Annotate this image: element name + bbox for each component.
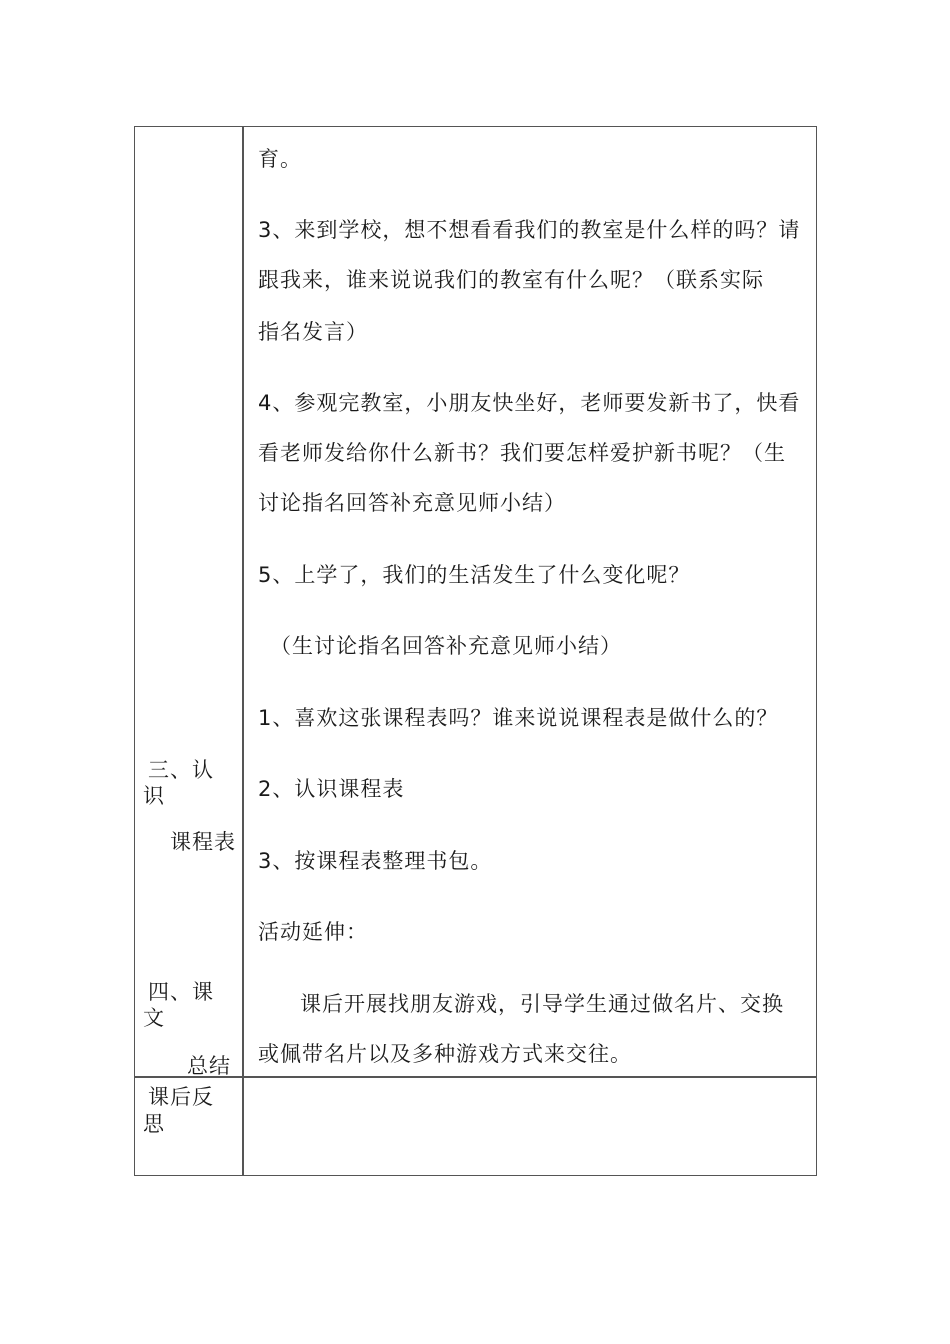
content-line: 指名发言） xyxy=(258,320,368,344)
content-line: 3、来到学校，想不想看看我们的教室是什么样的吗？请 xyxy=(258,218,801,242)
content-line: 跟我来，谁来说说我们的教室有什么呢？（联系实际 xyxy=(258,268,764,292)
content-line: （生讨论指名回答补充意见师小结） xyxy=(270,634,622,658)
content-line: 看老师发给你什么新书？我们要怎样爱护新书呢？（生 xyxy=(258,441,786,465)
content-line: 2、认识课程表 xyxy=(258,777,405,801)
content-line: 课后开展找朋友游戏，引导学生通过做名片、交换 xyxy=(300,992,784,1016)
section3-label: 三、认 xyxy=(148,758,214,782)
row-divider xyxy=(135,1076,816,1078)
content-line: 1、喜欢这张课程表吗？谁来说说课程表是做什么的？ xyxy=(258,706,779,730)
content-line: 或佩带名片以及多种游戏方式来交往。 xyxy=(258,1042,632,1066)
section3-label-sub: 课程表 xyxy=(170,830,236,854)
reflection-label-cont: 思 xyxy=(143,1112,165,1136)
content-line: 活动延伸： xyxy=(258,920,368,944)
reflection-label: 课后反 xyxy=(148,1085,214,1109)
content-line: 4、参观完教室，小朋友快坐好，老师要发新书了，快看 xyxy=(258,391,801,415)
column-divider xyxy=(242,127,244,1175)
content-line: 3、按课程表整理书包。 xyxy=(258,849,493,873)
content-line: 育。 xyxy=(258,147,302,171)
section4-label-sub: 总结 xyxy=(187,1054,231,1078)
section3-label-cont: 识 xyxy=(143,784,165,808)
section4-label: 四、课 xyxy=(148,980,214,1004)
section4-label-cont: 文 xyxy=(143,1006,165,1030)
content-line: 讨论指名回答补充意见师小结） xyxy=(258,491,566,515)
content-line: 5、上学了，我们的生活发生了什么变化呢？ xyxy=(258,563,691,587)
